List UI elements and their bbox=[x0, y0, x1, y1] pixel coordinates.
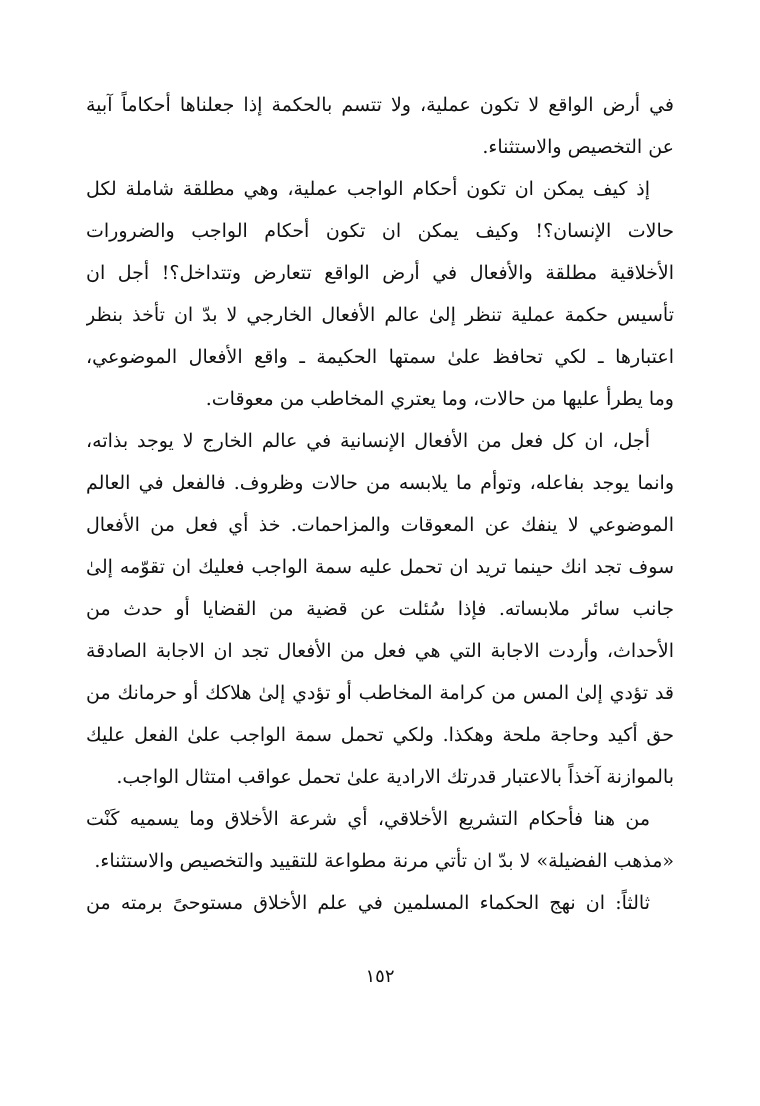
text-line: بالموازنة آخذاً بالاعتبار قدرتك الارادية علىٰ تحمل عواقب امتثال الواجب. bbox=[116, 766, 674, 788]
text-line: قد تؤدي إلىٰ المس من كرامة المخاطب أو تؤدي إلىٰ هلاكك أو حرمانك من bbox=[86, 682, 674, 704]
text-line: سوف تجد انك حينما تريد ان تحمل عليه سمة الواجب فعليك ان تقوّمه إلىٰ bbox=[86, 556, 674, 578]
text-line: الموضوعي لا ينفك عن المعوقات والمزاحمات. خذ أي فعل من الأفعال bbox=[86, 514, 674, 536]
text-line: الأخلاقية مطلقة والأفعال في أرض الواقع تتعارض وتتداخل؟! أجل ان bbox=[86, 262, 674, 284]
text-line: أجل، ان كل فعل من الأفعال الإنسانية في عالم الخارج لا يوجد بذاته، bbox=[86, 430, 650, 452]
text-line: من هنا فأحكام التشريع الأخلاقي، أي شرعة الأخلاق وما يسميه كَنْت bbox=[86, 808, 650, 830]
text-line: جانب سائر ملابساته. فإذا سُئلت عن قضية من القضايا أو حدث من bbox=[86, 598, 674, 620]
text-line: حق أكيد وحاجة ملحة وهكذا. ولكي تحمل سمة الواجب علىٰ الفعل عليك bbox=[86, 724, 674, 746]
text-line: في أرض الواقع لا تكون عملية، ولا تتسم بالحكمة إذا جعلناها أحكاماً آبية bbox=[86, 94, 674, 116]
text-line: وما يطرأ عليها من حالات، وما يعتري المخاطب من معوقات. bbox=[205, 388, 674, 410]
text-line: عن التخصيص والاستثناء. bbox=[482, 136, 674, 158]
body-text bbox=[86, 84, 674, 924]
text-line: الأحداث، وأردت الاجابة التي هي فعل من الأفعال تجد ان الاجابة الصادقة bbox=[86, 640, 674, 662]
text-line: اعتبارها ـ لكي تحافظ علىٰ سمتها الحكيمة ـ واقع الأفعال الموضوعي، bbox=[86, 346, 674, 368]
text-line: حالات الإنسان؟! وكيف يمكن ان تكون أحكام الواجب والضرورات bbox=[86, 220, 674, 242]
text-line: وانما يوجد بفاعله، وتوأم ما يلابسه من حالات وظروف. فالفعل في العالم bbox=[86, 472, 674, 494]
text-line: إذ كيف يمكن ان تكون أحكام الواجب عملية، وهي مطلقة شاملة لكل bbox=[86, 178, 650, 200]
text-line: ثالثاً: ان نهج الحكماء المسلمين في علم الأخلاق مستوحىً برمته من bbox=[86, 892, 650, 914]
text-line: تأسيس حكمة عملية تنظر إلىٰ عالم الأفعال الخارجي لا بدّ ان تأخذ بنظر bbox=[86, 304, 674, 326]
page-number: ١٥٢ bbox=[365, 966, 395, 987]
text-line: «مذهب الفضيلة» لا بدّ ان تأتي مرنة مطواعة للتقييد والتخصيص والاستثناء. bbox=[94, 850, 674, 872]
